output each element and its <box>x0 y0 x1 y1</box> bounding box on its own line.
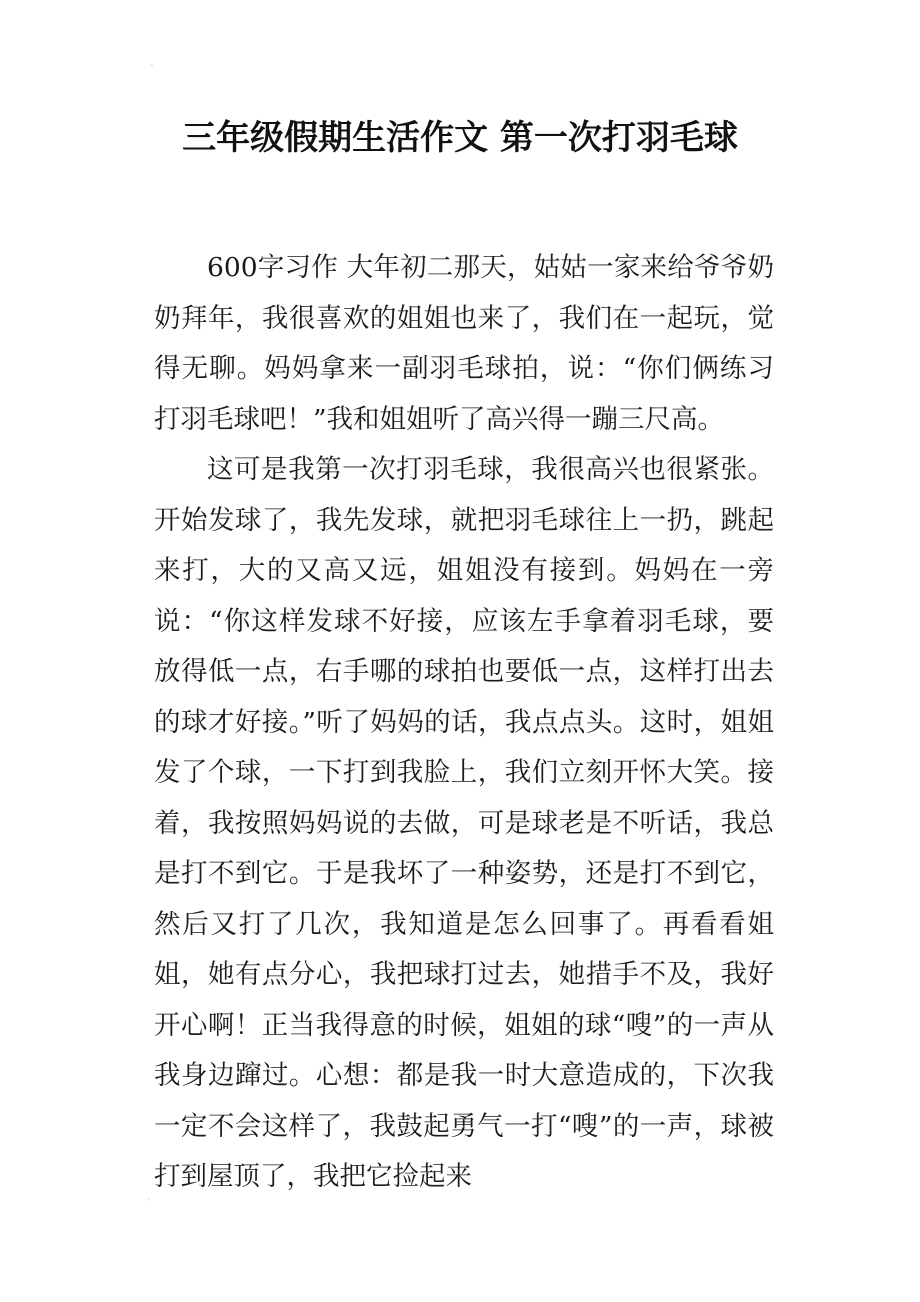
corner-crop-mark-icon: ˏ <box>146 1190 151 1201</box>
page-title: 三年级假期生活作文 第一次打羽毛球 <box>182 118 738 158</box>
paragraph-1: 600字习作 大年初二那天，姑姑一家来给爷爷奶奶拜年，我很喜欢的姐姐也来了，我们在一起玩，觉得无聊。妈妈拿来一副羽毛球拍，说：“你们俩练习打羽毛球吧！”我和姐姐听了高兴得一蹦三尺高。 <box>154 252 774 435</box>
corner-crop-mark-icon: ˋ <box>150 64 155 75</box>
article-body <box>154 243 774 1203</box>
paragraph-2: 这可是我第一次打羽毛球，我很高兴也很紧张。开始发球了，我先发球，就把羽毛球往上一扔，跳起来打，大的又高又远，姐姐没有接到。妈妈在一旁说：“你这样发球不好接，应该左手拿着羽毛球，要放得低一点，右手哪的球拍也要低一点，这样打出去的球才好接。”听了妈妈的话，我点点头。这时，姐姐发了个球，一下打到我脸上，我们立刻开怀大笑。接着，我按照妈妈说的去做，可是球老是不听话，我总是打不到它。于是我坏了一种姿势，还是打不到它，然后又打了几次，我知道是怎么回事了。再看看姐姐，她有点分心，我把球打过去，她措手不及，我好开心啊！正当我得意的时候，姐姐的球“嗖”的一声从我身边蹿过。心想：都是我一时大意造成的，下次我一定不会这样了，我鼓起勇气一打“嗖”的一声，球被打到屋顶了，我把它捡起来 <box>154 454 774 1192</box>
